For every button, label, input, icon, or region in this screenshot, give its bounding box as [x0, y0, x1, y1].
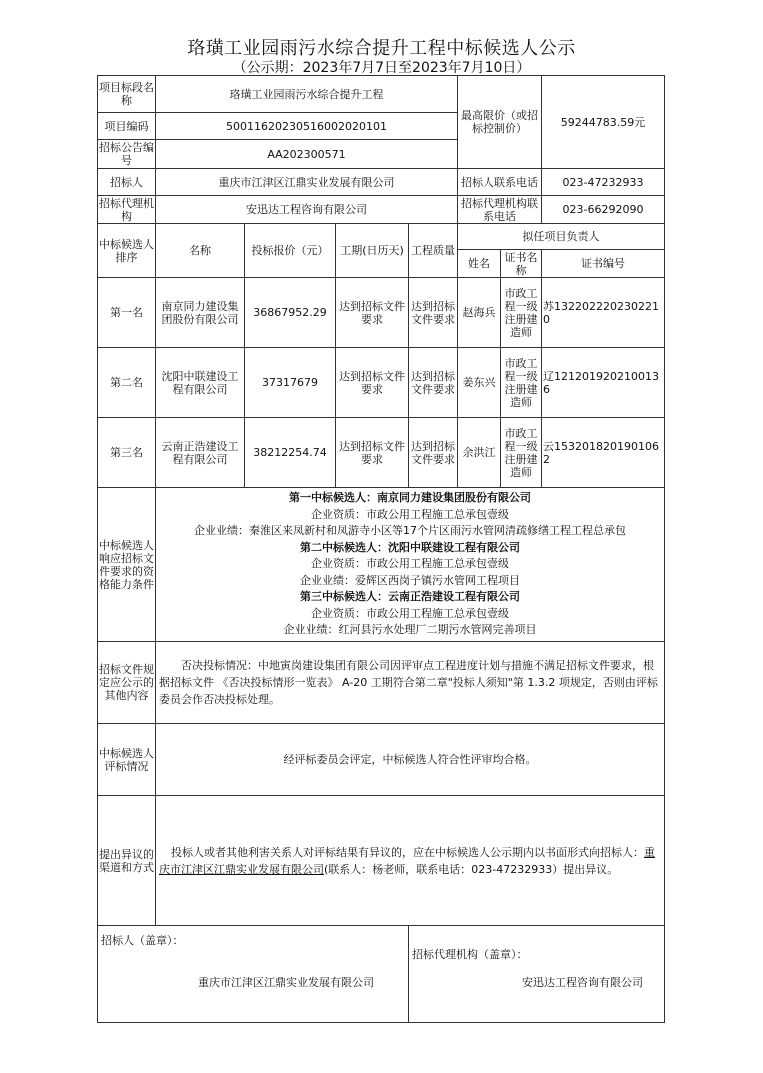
cert-name-header: 证书名称 — [501, 250, 542, 278]
notice-value: AA202300571 — [156, 140, 458, 169]
agency-label: 招标代理机构 — [99, 196, 154, 223]
section-value: 珞璜工业园雨污水综合提升工程 — [156, 76, 458, 113]
candidate-3-performance: 企业业绩：红河县污水处理厂二期污水管网完善项目 — [283, 623, 537, 637]
rank-cell: 第一名 — [98, 278, 156, 348]
pm-header: 拟任项目负责人 — [458, 224, 665, 250]
objection-text-b: (联系人：杨老师，联系电话：023-47232933）提出异议。 — [324, 862, 619, 876]
cert-no-cell: 云1532018201901062 — [542, 418, 665, 488]
price-cell: 36867952.29 — [245, 278, 336, 348]
code-label: 项目编码 — [98, 113, 156, 140]
candidate-1-qualification: 企业资质：市政公用工程施工总承包壹级 — [311, 507, 509, 521]
quality-cell: 达到招标文件要求 — [409, 418, 458, 488]
table-row — [98, 278, 665, 348]
max-price-value: 59244783.59元 — [542, 76, 665, 169]
name-header: 名称 — [156, 224, 245, 278]
notice-label: 招标公告编号 — [99, 141, 154, 167]
company-cell: 沈阳中联建设工程有限公司 — [156, 348, 245, 418]
tenderer-seal-label: 招标人（盖章）： — [101, 934, 184, 947]
evaluation-label: 中标候选人评标情况 — [98, 724, 156, 796]
pm-name-header: 姓名 — [458, 250, 501, 278]
candidate-2-performance: 企业业绩：爱辉区西岗子镇污水管网工程项目 — [300, 573, 520, 587]
rejection-notice: 否决投标情况：中地寅岗建设集团有限公司因评审点工程进度计划与措施不满足招标文件要求，根据招标文件 《否决投标情形一览表》 A-20 工期符合第二章"投标人须知"第 1.3.2 项规定，否则由评标委员会作否决投标处理。 — [159, 659, 658, 706]
tenderer-phone-value: 023-47232933 — [542, 169, 665, 196]
other-content-text — [156, 642, 665, 724]
quality-cell: 达到招标文件要求 — [409, 278, 458, 348]
candidate-1-performance: 企业业绩：秦淮区来凤新村和凤游寺小区等17个片区雨污水管网清疏修缮工程工程总承包 — [194, 524, 626, 538]
candidate-2-heading: 第二中标候选人：沈阳中联建设工程有限公司 — [300, 540, 520, 554]
max-price-label: 最高限价（或招标控制价） — [458, 76, 542, 169]
agency-seal-name: 安迅达工程咨询有限公司 — [522, 976, 643, 989]
tenderer-value: 重庆市江津区江鼎实业发展有限公司 — [156, 169, 458, 196]
duration-cell: 达到招标文件要求 — [336, 348, 409, 418]
requirements-content — [156, 488, 665, 642]
quality-cell: 达到招标文件要求 — [409, 348, 458, 418]
pm-cell: 姜东兴 — [458, 348, 501, 418]
page-title: 珞璜工业园雨污水综合提升工程中标候选人公示 — [187, 38, 576, 59]
cert-cell: 市政工程一级注册建造师 — [501, 348, 542, 418]
candidate-3-heading: 第三中标候选人：云南正浩建设工程有限公司 — [300, 590, 520, 604]
rank-cell: 第三名 — [98, 418, 156, 488]
price-header: 投标报价（元） — [245, 224, 336, 278]
objection-text — [156, 796, 665, 926]
tenderer-phone-label: 招标人联系电话 — [458, 169, 542, 196]
cert-no-header: 证书编号 — [542, 250, 665, 278]
candidate-1-heading: 第一中标候选人：南京同力建设集团股份有限公司 — [289, 491, 531, 505]
announcement-table — [97, 75, 665, 1023]
table-row — [98, 348, 665, 418]
cert-cell: 市政工程一级注册建造师 — [501, 278, 542, 348]
tenderer-label: 招标人 — [98, 169, 156, 196]
rank-header: 中标候选人排序 — [98, 224, 156, 278]
agency-signature-cell — [409, 926, 665, 1023]
candidate-3-qualification: 企业资质：市政公用工程施工总承包壹级 — [311, 606, 509, 620]
duration-cell: 达到招标文件要求 — [336, 278, 409, 348]
evaluation-text: 经评标委员会评定，中标候选人符合性评审均合格。 — [156, 724, 665, 796]
tenderer-seal-name: 重庆市江津区江鼎实业发展有限公司 — [198, 976, 374, 989]
pm-cell: 赵海兵 — [458, 278, 501, 348]
price-cell: 37317679 — [245, 348, 336, 418]
company-cell: 南京同力建设集团股份有限公司 — [156, 278, 245, 348]
other-content-label: 招标文件规定应公示的其他内容 — [98, 642, 156, 724]
agency-phone-label: 招标代理机构联系电话 — [458, 196, 542, 224]
tenderer-signature-cell — [98, 926, 409, 1023]
publicity-period: （公示期：2023年7月7日至2023年7月10日） — [232, 60, 531, 76]
pm-cell: 余洪江 — [458, 418, 501, 488]
code-value: 50011620230516002020101 — [156, 113, 458, 140]
price-cell: 38212254.74 — [245, 418, 336, 488]
agency-value: 安迅达工程咨询有限公司 — [156, 196, 458, 224]
cert-cell: 市政工程一级注册建造师 — [501, 418, 542, 488]
objection-label: 提出异议的渠道和方式 — [98, 796, 156, 926]
rank-cell: 第二名 — [98, 348, 156, 418]
requirements-label: 中标候选人响应招标文件要求的资格能力条件 — [98, 488, 156, 642]
objection-tenderer: 重庆市江津区江鼎实业发展有限公司 — [159, 845, 655, 876]
section-label: 项目标段名称 — [98, 76, 156, 113]
agency-seal-label: 招标代理机构（盖章）： — [412, 948, 528, 961]
duration-header: 工期(日历天) — [336, 224, 409, 278]
company-cell: 云南正浩建设工程有限公司 — [156, 418, 245, 488]
agency-phone-value: 023-66292090 — [542, 196, 665, 224]
objection-text-a: 投标人或者其他利害关系人对评标结果有异议的，应在中标候选人公示期内以书面形式向招标人： — [171, 845, 644, 859]
quality-header: 工程质量 — [409, 224, 458, 278]
table-row — [98, 418, 665, 488]
cert-no-cell: 辽1212019202100136 — [542, 348, 665, 418]
candidate-2-qualification: 企业资质：市政公用工程施工总承包壹级 — [311, 557, 509, 571]
duration-cell: 达到招标文件要求 — [336, 418, 409, 488]
cert-no-cell: 苏1322022202302210 — [542, 278, 665, 348]
